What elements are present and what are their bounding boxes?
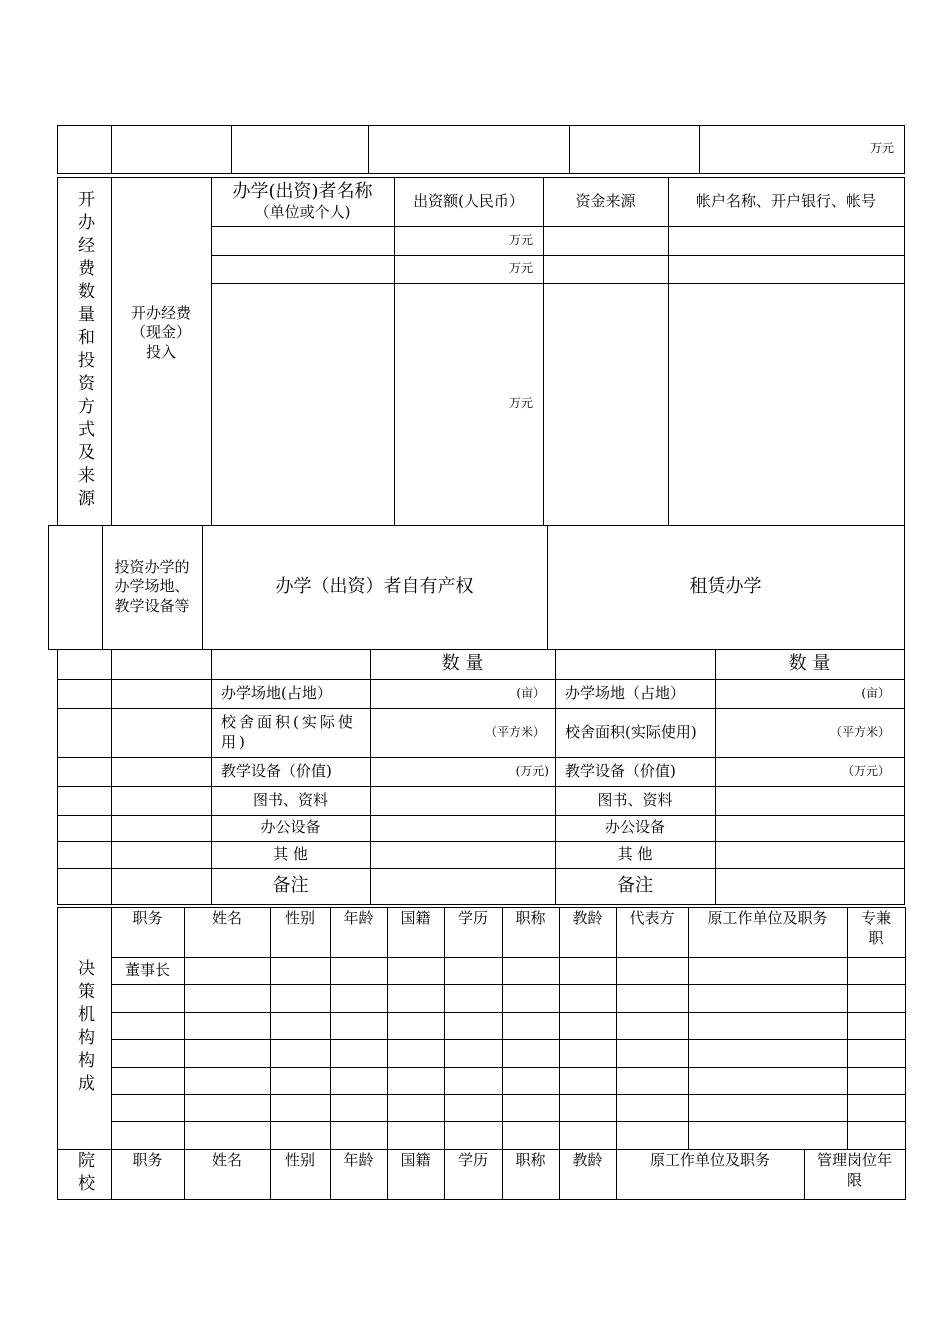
- funding-sub-label-text: 开办经费（现金）投入: [130, 303, 191, 361]
- board-header-representing: 代表方: [629, 909, 675, 927]
- amount-header: 出资额(人民币）: [413, 191, 524, 210]
- board-header-former-unit: 原工作单位及职务: [707, 909, 828, 927]
- funding-sub-label: [111, 283, 211, 383]
- board-side-label: 决策机构构成: [74, 959, 95, 1097]
- venue-label: 投资办学的办学场地、教学设备等: [114, 557, 190, 615]
- equip-unit-right: （万元）: [841, 763, 890, 778]
- board-header-position: 职务: [132, 909, 163, 927]
- school-header-teaching-years: 教龄: [572, 1151, 603, 1169]
- investor-name-title: 办学(出资)者名称: [232, 181, 373, 203]
- board-header-fulltime: 专兼职: [860, 909, 891, 947]
- land-label-right: 办学场地（占地）: [565, 683, 686, 702]
- amount-unit-1: 万元: [508, 232, 533, 247]
- account-header: 帐户名称、开户银行、帐号: [695, 191, 876, 210]
- school-header-education: 学历: [457, 1151, 488, 1169]
- books-label: 图书、资料: [252, 790, 328, 809]
- land-label: 办学场地(占地）: [221, 683, 332, 702]
- equip-label: 教学设备（价值): [221, 761, 332, 780]
- top-unit: 万元: [869, 141, 894, 156]
- investor-name-header: [211, 177, 394, 226]
- amount-unit-2: 万元: [508, 261, 533, 276]
- school-header-nationality: 国籍: [400, 1151, 431, 1169]
- school-header-age: 年龄: [343, 1151, 374, 1169]
- board-chair-label: 董事长: [124, 960, 170, 979]
- venue-own: 办学（出资）者自有产权: [275, 576, 474, 598]
- qty-header-right: 数 量: [788, 653, 831, 675]
- books-label-right: 图书、资料: [597, 790, 673, 809]
- amount-unit-3: 万元: [508, 396, 533, 411]
- building-unit: （平方米）: [484, 724, 545, 739]
- funding-side-label: 开办经费数量和投资方式及来源: [74, 190, 95, 512]
- equip-label-right: 教学设备（价值): [565, 761, 676, 780]
- office-label: 办公设备: [260, 818, 321, 837]
- school-header-title: 职称: [515, 1151, 546, 1169]
- school-header-former-unit: 原工作单位及职务: [649, 1151, 770, 1169]
- equip-unit: (万元): [515, 763, 549, 778]
- office-label-right: 办公设备: [604, 818, 665, 837]
- other-label-right: 其 他: [617, 844, 653, 863]
- school-header-mgmt-years: 管理岗位年限: [816, 1151, 892, 1189]
- school-header-name: 姓名: [211, 1151, 242, 1169]
- board-header-title: 职称: [515, 909, 546, 927]
- board-header-education: 学历: [457, 909, 488, 927]
- land-unit-right: (亩）: [861, 685, 890, 700]
- board-header-teaching-years: 教龄: [572, 909, 603, 927]
- board-header-gender: 性别: [284, 909, 315, 927]
- building-unit-right: （平方米）: [829, 724, 890, 739]
- school-header-gender: 性别: [284, 1151, 315, 1169]
- investor-name-note: （单位或个人): [254, 203, 351, 222]
- board-header-age: 年龄: [343, 909, 374, 927]
- remark-label-right: 备注: [617, 875, 653, 897]
- school-side-label: 院校: [74, 1151, 95, 1197]
- other-label: 其 他: [273, 844, 308, 863]
- school-header-position: 职务: [132, 1151, 163, 1169]
- building-label: 校舍面积(实际使用): [221, 713, 356, 751]
- qty-header-left: 数 量: [441, 653, 484, 675]
- source-header: 资金来源: [575, 191, 636, 210]
- board-header-name: 姓名: [211, 909, 242, 927]
- venue-lease: 租赁办学: [689, 576, 762, 598]
- board-header-nationality: 国籍: [400, 909, 431, 927]
- building-label-right: 校舍面积(实际使用): [565, 722, 697, 741]
- land-unit: (亩）: [516, 685, 545, 700]
- remark-label: 备注: [272, 875, 309, 897]
